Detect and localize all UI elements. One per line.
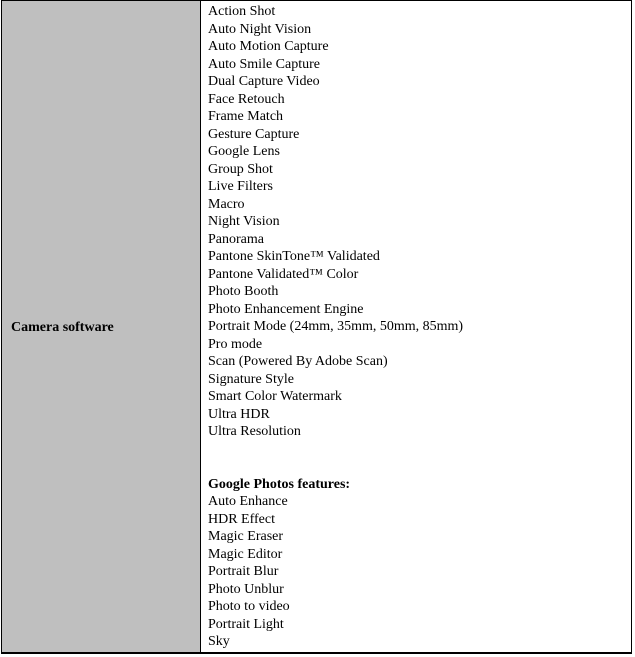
feature-item: Signature Style [208, 371, 294, 387]
google-photos-item: Magic Eraser [208, 529, 284, 544]
feature-item: Frame Match [208, 109, 284, 124]
row-label: Camera software [11, 320, 114, 335]
google-photos-heading: Google Photos features: [208, 476, 351, 492]
google-photos-item: Magic Editor [208, 546, 283, 562]
google-photos-item: Auto Enhance [208, 494, 288, 509]
feature-item: Live Filters [208, 179, 273, 194]
feature-item: Auto Night Vision [208, 21, 312, 37]
feature-item: Scan (Powered By Adobe Scan) [208, 354, 388, 369]
feature-item: Smart Color Watermark [208, 389, 342, 404]
feature-item: Google Lens [208, 144, 280, 159]
google-photos-item: Portrait Blur [208, 564, 279, 579]
feature-item: Pantone Validated™ Color [208, 266, 359, 282]
feature-item: Night Vision [208, 214, 280, 229]
label-cell [2, 1, 201, 652]
google-photos-item: Sky [208, 634, 230, 649]
feature-item: Portrait Mode (24mm, 35mm, 50mm, 85mm) [208, 319, 464, 334]
section-spacer [208, 441, 631, 476]
google-photos-feature-list [208, 493, 631, 651]
feature-item: Face Retouch [208, 91, 285, 107]
feature-item: Gesture Capture [208, 126, 300, 142]
camera-feature-list [208, 3, 631, 441]
google-photos-item: HDR Effect [208, 511, 275, 527]
feature-item: Photo Booth [208, 284, 279, 299]
feature-item: Group Shot [208, 161, 273, 177]
spec-table [1, 0, 632, 654]
feature-item: Macro [208, 196, 245, 212]
feature-item: Ultra Resolution [208, 424, 301, 439]
feature-item: Action Shot [208, 4, 276, 19]
feature-item: Panorama [208, 231, 264, 247]
feature-item: Photo Enhancement Engine [208, 301, 364, 317]
feature-item: Pro mode [208, 336, 263, 352]
feature-item: Ultra HDR [208, 406, 270, 422]
google-photos-item: Photo to video [208, 599, 290, 614]
google-photos-item: Photo Unblur [208, 581, 284, 597]
value-cell [201, 1, 631, 652]
feature-item: Auto Smile Capture [208, 56, 320, 72]
feature-item: Dual Capture Video [208, 74, 320, 89]
google-photos-item: Portrait Light [208, 616, 284, 632]
feature-item: Auto Motion Capture [208, 39, 329, 54]
feature-item: Pantone SkinTone™ Validated [208, 249, 380, 264]
